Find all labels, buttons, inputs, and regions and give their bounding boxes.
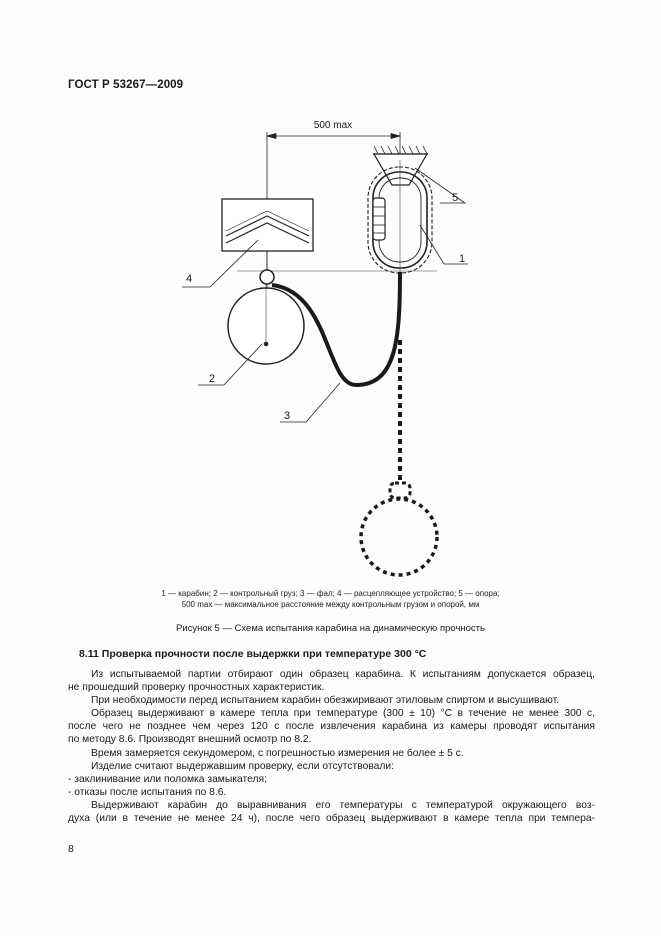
callout-1: 1	[459, 253, 466, 265]
dimension-label: 500 max	[313, 120, 353, 131]
paragraph-line: Время замеряется секундомером, с погрешностью измерения не более ± 5 с.	[91, 747, 464, 759]
weight-fall-position	[361, 340, 437, 575]
list-item: - заклинивание или поломка замыкателя;	[68, 773, 267, 785]
paragraph-line: Выдерживают карабин до выравнивания его температуры с температурой окружающего воз-	[91, 799, 595, 811]
callout-4: 4	[186, 273, 193, 285]
paragraph-line: по методу 8.6. Производят внешний осмотр по 8.2.	[68, 734, 312, 746]
list-item: - отказы после испытания по 8.6.	[68, 786, 227, 798]
paragraph-line: Из испытываемой партии отбирают один образец карабина. К испытаниям допускается образец,	[91, 669, 595, 680]
paragraph-line: духа (или в течение не менее 24 ч), после чего образец выдерживают в камере тепла при темпера-	[68, 813, 595, 825]
paragraph-line: после чего не позднее чем через 120 с после извлечения карабина из камеры проводят испытания	[68, 721, 595, 733]
legend-line-1: 1 — карабин; 2 — контрольный груз; 3 — фал; 4 — расцепляющее устройство; 5 — опора;	[161, 589, 500, 598]
section-body	[68, 668, 595, 825]
paragraph-line: не прошедший проверку прочностных характеристик.	[68, 682, 325, 694]
paragraph-line: Образец выдерживают в камере тепла при температуре (300 ± 10) °С в течение не менее 300 с,	[91, 708, 595, 720]
callout-3: 3	[284, 410, 291, 422]
legend-line-2: 500 max — максимальное расстояние между контрольным грузом и опорой, мм	[181, 600, 480, 609]
page-number: 8	[68, 843, 74, 855]
section-title: 8.11 Проверка прочности после выдержки при температуре 300 °С	[79, 648, 427, 660]
paragraph-line: Изделие считают выдержавшим проверку, если отсутствовали:	[91, 760, 394, 772]
callout-5: 5	[452, 192, 459, 204]
figure-legend	[110, 588, 551, 610]
callout-2: 2	[209, 373, 216, 385]
figure-caption: Рисунок 5 — Схема испытания карабина на динамическую прочность	[176, 623, 485, 634]
document-header: ГОСТ Р 53267—2009	[68, 79, 184, 91]
paragraph-line: При необходимости перед испытанием карабин обезжиривают этиловым спиртом и высушивают.	[91, 695, 560, 707]
control-weight	[228, 284, 304, 364]
